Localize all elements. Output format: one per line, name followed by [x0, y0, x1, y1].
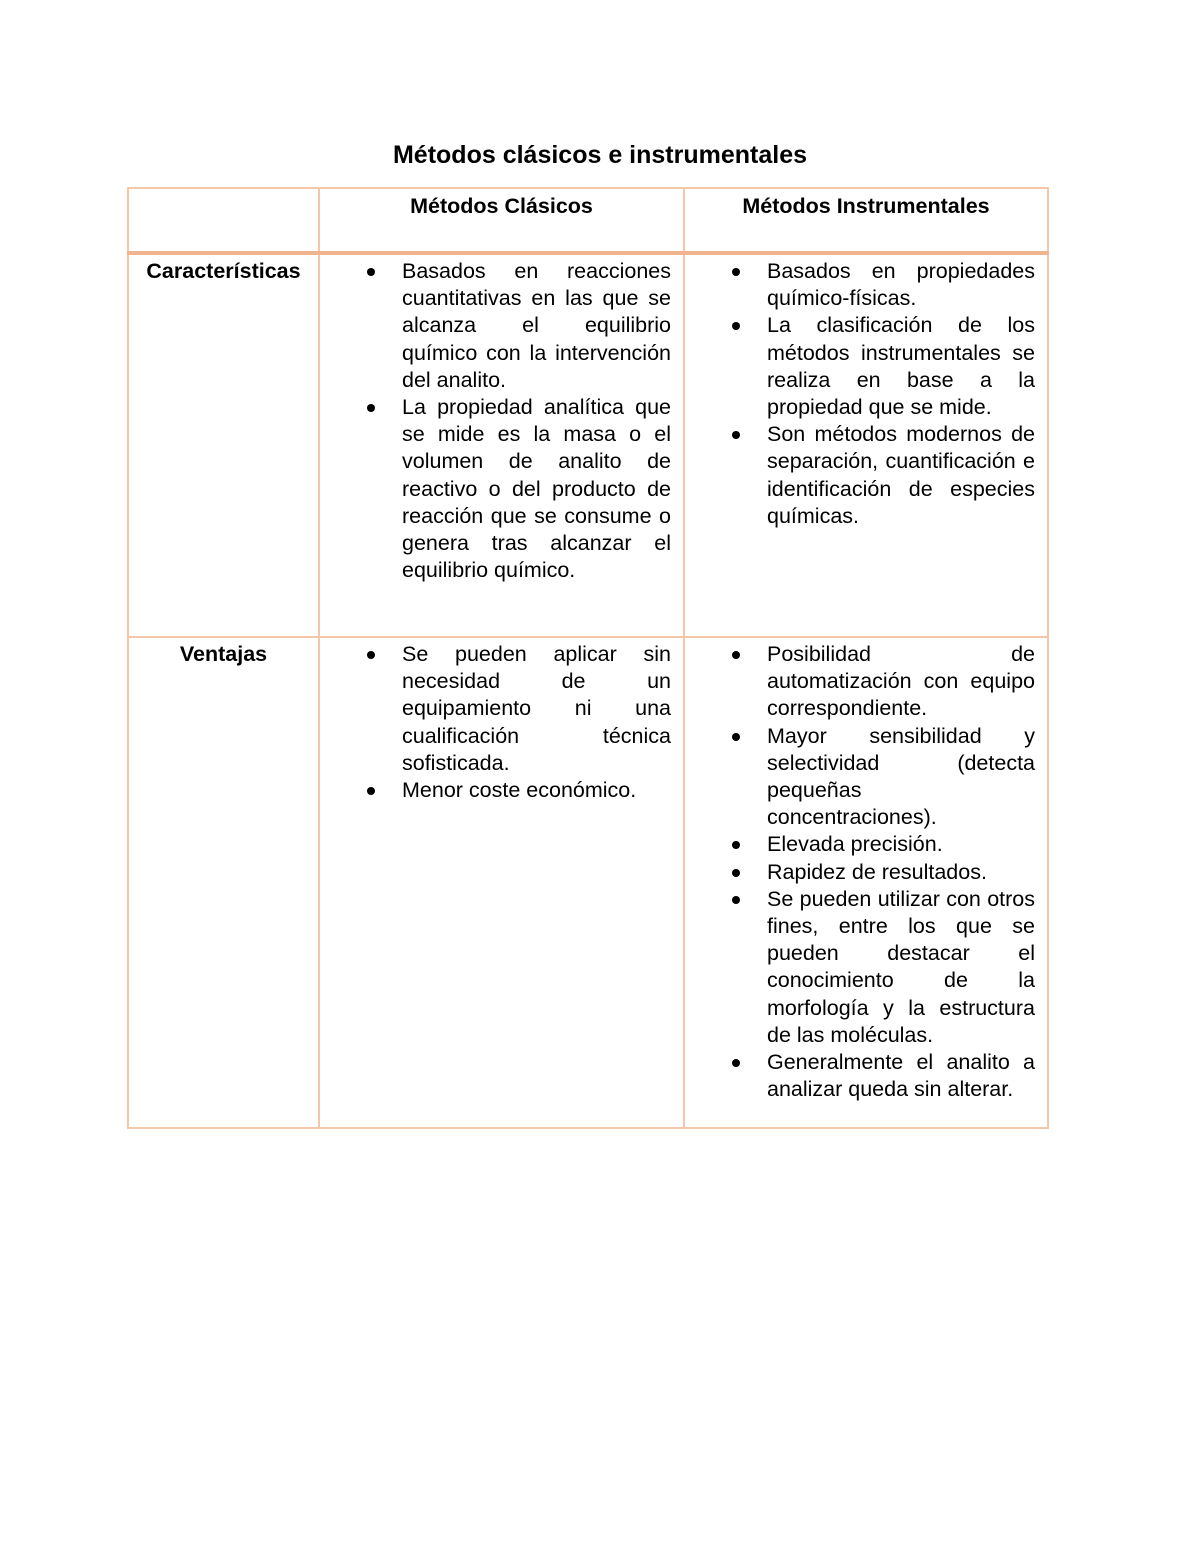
- list-item: Mayor sensibilidad y selectividad (detecta pequeñas concentraciones).: [685, 723, 1035, 832]
- header-metodos-clasicos: Métodos Clásicos: [319, 188, 684, 253]
- table-row-ventajas: [128, 637, 1048, 1128]
- bullet-list: [320, 255, 683, 584]
- bullet-list: [320, 638, 683, 804]
- list-item: Generalmente el analito a analizar queda sin alterar.: [685, 1049, 1035, 1103]
- list-item: La clasificación de los métodos instrumentales se realiza en base a la propiedad que se mide.: [685, 312, 1035, 421]
- list-item: Son métodos modernos de separación, cuantificación e identificación de especies químicas.: [685, 421, 1035, 530]
- cell-caracteristicas-instrumentales: [684, 253, 1048, 637]
- row-label-ventajas: Ventajas: [128, 637, 319, 1128]
- bullet-list: [685, 638, 1047, 1103]
- list-item: Posibilidad de automatización con equipo correspondiente.: [685, 641, 1035, 723]
- list-item: Elevada precisión.: [685, 831, 1035, 858]
- list-item: Basados en propiedades químico-físicas.: [685, 258, 1035, 312]
- cell-ventajas-clasicos: [319, 637, 684, 1128]
- table-header-row: [128, 188, 1048, 253]
- document-title: Métodos clásicos e instrumentales: [392, 141, 808, 169]
- header-metodos-instrumentales: Métodos Instrumentales: [684, 188, 1048, 253]
- row-label-caracteristicas: Características: [128, 253, 319, 637]
- table-row-caracteristicas: [128, 253, 1048, 637]
- cell-caracteristicas-clasicos: [319, 253, 684, 637]
- list-item: Se pueden aplicar sin necesidad de un equipamiento ni una cualificación técnica sofisticada.: [320, 641, 671, 777]
- list-item: Menor coste económico.: [320, 777, 671, 804]
- header-empty-cell: [128, 188, 319, 253]
- list-item: La propiedad analítica que se mide es la masa o el volumen de analito de reactivo o del producto de reacción que se consume o genera tras alcanzar el equilibrio químico.: [320, 394, 671, 584]
- list-item: Rapidez de resultados.: [685, 859, 1035, 886]
- comparison-table: [127, 187, 1049, 1129]
- list-item: Se pueden utilizar con otros fines, entre los que se pueden destacar el conocimiento de la morfología y la estructura de las moléculas.: [685, 886, 1035, 1049]
- bullet-list: [685, 255, 1047, 530]
- cell-ventajas-instrumentales: [684, 637, 1048, 1128]
- list-item: Basados en reacciones cuantitativas en las que se alcanza el equilibrio químico con la intervención del analito.: [320, 258, 671, 394]
